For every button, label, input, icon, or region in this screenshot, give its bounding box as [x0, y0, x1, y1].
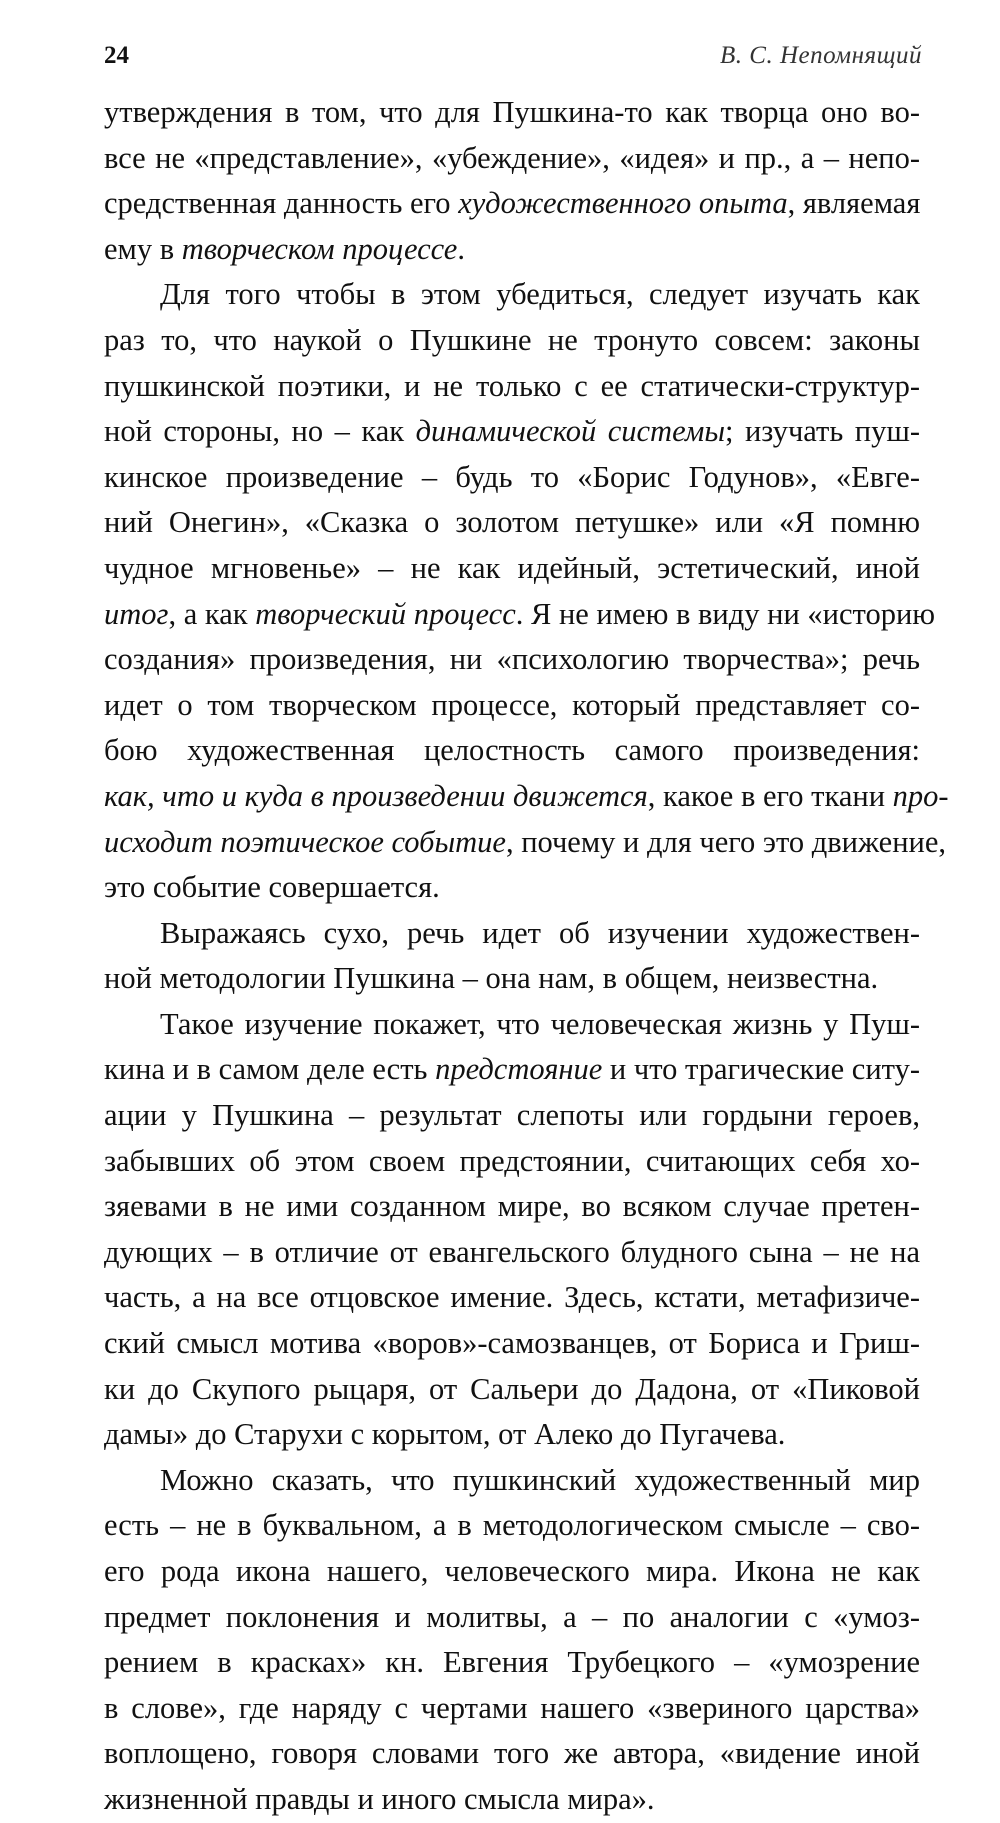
- text-run: Можно сказать, что пушкинский художественный мир: [160, 1462, 920, 1497]
- text-line: [104, 683, 920, 729]
- text-line: [104, 1321, 920, 1367]
- text-line: [104, 364, 920, 410]
- text-run: ной методологии Пушкина – она нам, в общем, неизвестна.: [104, 961, 879, 996]
- text-run: в слове», где наряду с чертами нашего «звериного царства»: [104, 1690, 920, 1725]
- text-line: [104, 1002, 920, 1048]
- text-run: зяевами в не ими созданном мире, во всяком случае претен-: [104, 1189, 920, 1224]
- text-line: [104, 820, 947, 866]
- text-line: [104, 1139, 920, 1185]
- text-line: [104, 865, 920, 911]
- text-line: [104, 1047, 920, 1093]
- text-line: [104, 1595, 920, 1641]
- text-line: [104, 1640, 920, 1686]
- text-run: предмет поклонения и молитвы, а – по аналогии с «умоз-: [104, 1599, 920, 1634]
- text-line: [104, 1275, 920, 1321]
- text-run: , а как: [168, 596, 256, 631]
- text-line: [104, 1412, 920, 1458]
- text-run: жизненной правды и иного смысла мира».: [104, 1781, 655, 1816]
- text-line: [104, 1686, 920, 1732]
- text-run: чудное мгновенье» – не как идейный, эстетический, иной: [104, 550, 920, 585]
- text-run: идет о том творческом процессе, который представляет со-: [104, 687, 920, 722]
- text-line: [104, 1184, 920, 1230]
- text-run: ации у Пушкина – результат слепоты или гордыни героев,: [104, 1098, 920, 1133]
- paragraph: [104, 911, 920, 1002]
- text-run: забывших об этом своем предстоянии, считающих себя хо-: [104, 1143, 920, 1178]
- text-run: ский смысл мотива «воров»-самозванцев, от Бориса и Гриш-: [104, 1326, 920, 1361]
- page-number: 24: [104, 42, 129, 69]
- text-line: [104, 592, 936, 638]
- page-header: [104, 38, 922, 74]
- text-run: . Я не имею в виду ни «историю: [515, 596, 936, 631]
- text-run: ки до Скупого рыцаря, от Сальери до Дадона, от «Пиковой: [104, 1371, 920, 1406]
- text-run: рением в красках» кн. Евгения Трубецкого – «умозрение: [104, 1645, 920, 1680]
- text-line: [104, 272, 920, 318]
- text-line: [104, 136, 920, 182]
- text-line: [104, 1230, 920, 1276]
- text-run: ; изучать пуш-: [724, 414, 920, 449]
- italic-phrase: динамической системы: [415, 414, 725, 449]
- text-line: [104, 409, 920, 455]
- text-run: утверждения в том, что для Пушкина-то как творца оно во-: [104, 95, 920, 129]
- text-run: все не «представление», «убеждение», «идея» и пр., а – непо-: [104, 140, 920, 175]
- text-line: [104, 774, 949, 820]
- text-line: [104, 90, 920, 136]
- paragraph: [104, 272, 949, 910]
- text-line: [104, 1731, 920, 1777]
- text-line: [104, 1777, 920, 1823]
- text-line: [104, 728, 920, 774]
- text-run: это событие совершается.: [104, 870, 440, 905]
- text-line: [104, 455, 920, 501]
- text-run: средственная данность его: [104, 186, 459, 221]
- text-run: ний Онегин», «Сказка о золотом петушке» или «Я помню: [104, 505, 920, 540]
- text-run: есть – не в буквальном, а в методологическом смысле – сво-: [104, 1508, 920, 1543]
- text-line: [104, 1367, 920, 1413]
- text-line: [104, 181, 920, 227]
- running-head-author: В. С. Непомнящий: [720, 42, 922, 69]
- text-run: , являемая: [787, 186, 921, 221]
- text-run: воплощено, говоря словами того же автора, «видение иной: [104, 1736, 920, 1771]
- text-run: дующих – в отличие от евангельского блудного сына – не на: [104, 1234, 920, 1269]
- text-run: Такое изучение покажет, что человеческая жизнь у Пуш-: [160, 1006, 920, 1041]
- text-run: ной стороны, но – как: [104, 414, 416, 449]
- text-line: [104, 227, 920, 273]
- text-run: бою художественная целостность самого произведения:: [104, 733, 920, 768]
- italic-phrase: творческий процесс: [255, 596, 516, 631]
- text-run: Выражаясь сухо, речь идет об изучении художествен-: [160, 915, 920, 950]
- text-run: , почему и для чего это движение,: [505, 824, 947, 859]
- text-run: и что трагические ситу-: [602, 1052, 921, 1087]
- text-line: [104, 1549, 920, 1595]
- text-run: дамы» до Старухи с корытом, от Алеко до Пугачева.: [104, 1417, 786, 1452]
- text-run: .: [457, 231, 465, 266]
- text-line: [104, 911, 920, 957]
- paragraph: [104, 1002, 920, 1458]
- italic-phrase: художественного опыта: [458, 186, 788, 221]
- text-run: пушкинской поэтики, и не только с ее статически-структур-: [104, 368, 920, 403]
- italic-phrase: итог: [104, 596, 169, 631]
- text-run: раз то, что наукой о Пушкине не тронуто совсем: законы: [104, 322, 920, 357]
- italic-phrase: творческом процессе: [181, 231, 458, 266]
- text-line: [104, 1093, 920, 1139]
- text-run: его рода икона нашего, человеческого мира. Икона не как: [104, 1554, 920, 1588]
- text-run: кина и в самом деле есть: [104, 1052, 436, 1087]
- text-run: кинское произведение – будь то «Борис Годунов», «Евге-: [104, 459, 920, 494]
- body-text: [104, 90, 949, 1823]
- text-run: ему в: [104, 231, 182, 266]
- text-line: [104, 1503, 920, 1549]
- italic-phrase: про-: [892, 778, 949, 813]
- text-line: [104, 500, 920, 546]
- text-line: [104, 546, 920, 592]
- paragraph: [104, 90, 920, 272]
- text-run: часть, а на все отцовское имение. Здесь, кстати, метафизиче-: [104, 1280, 920, 1315]
- text-line: [104, 318, 920, 364]
- text-line: [104, 637, 920, 683]
- text-line: [104, 1458, 920, 1504]
- text-run: Для того чтобы в этом убедиться, следует изучать как: [160, 277, 920, 312]
- paragraph: [104, 1458, 920, 1823]
- italic-phrase: исходит поэтическое событие: [104, 824, 506, 859]
- text-run: , какое в его ткани: [647, 778, 893, 813]
- text-run: создания» произведения, ни «психологию творчества»; речь: [104, 642, 920, 677]
- italic-phrase: как, что и куда в произведении движется: [104, 778, 648, 813]
- italic-phrase: предстояние: [435, 1052, 603, 1087]
- text-line: [104, 956, 920, 1002]
